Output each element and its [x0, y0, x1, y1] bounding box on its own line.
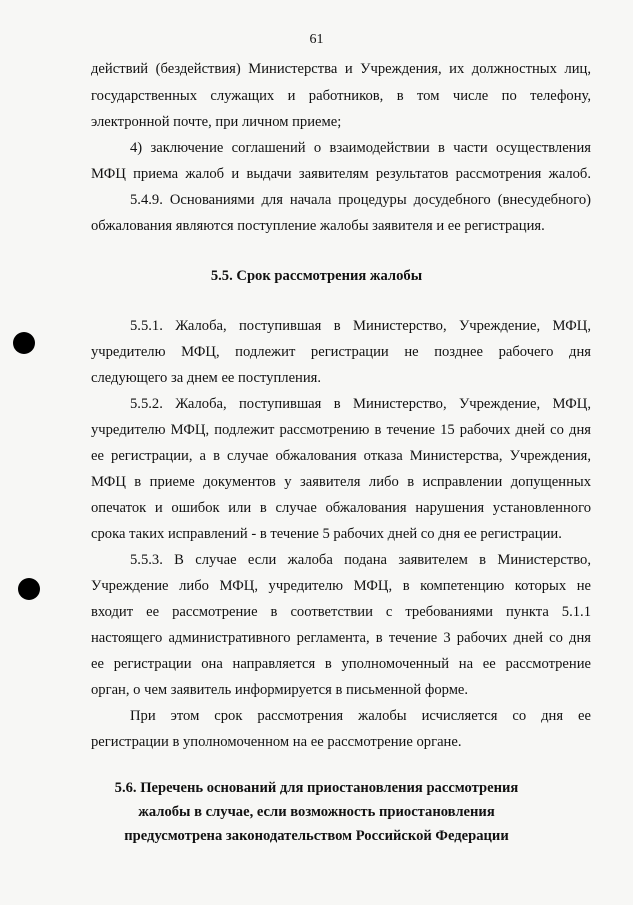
- section-heading: 5.6. Перечень оснований для приостановления рассмотрения: [114, 780, 519, 796]
- text-line: регистрации в уполномоченном на ее рассмотрение органе.: [91, 734, 462, 750]
- punch-hole-mark: [18, 578, 40, 600]
- text-line: срока таких исправлений - в течение 5 рабочих дней со дня ее регистрации.: [91, 526, 562, 542]
- section-heading: жалобы в случае, если возможность приостановления: [138, 804, 495, 820]
- section-heading: предусмотрена законодательством Российской Федерации: [124, 828, 509, 844]
- text-line: При этом срок рассмотрения жалобы исчисляется со дня ее: [130, 708, 591, 724]
- text-line: опечаток и ошибок или в случае обжалования нарушения установленного: [91, 500, 591, 516]
- text-line: 5.4.9. Основаниями для начала процедуры досудебного (внесудебного): [130, 192, 591, 208]
- punch-hole-mark: [13, 332, 35, 354]
- text-line: ее регистрации, а в случае обжалования отказа Министерства, Учреждения,: [91, 448, 591, 464]
- text-line: учредителю МФЦ, подлежит рассмотрению в течение 15 рабочих дней со дня: [91, 422, 591, 438]
- text-line: государственных служащих и работников, в том числе по телефону,: [91, 88, 591, 104]
- text-line: МФЦ приема жалоб и выдачи заявителям результатов рассмотрения жалоб.: [91, 166, 591, 182]
- text-line: электронной почте, при личном приеме;: [91, 114, 342, 130]
- text-line: обжалования являются поступление жалобы заявителя и ее регистрация.: [91, 218, 545, 234]
- text-line: учредителю МФЦ, подлежит регистрации не позднее рабочего дня: [91, 344, 591, 360]
- text-line: 5.5.3. В случае если жалоба подана заявителем в Министерство,: [130, 552, 591, 568]
- text-line: следующего за днем ее поступления.: [91, 370, 322, 386]
- text-line: 5.5.2. Жалоба, поступившая в Министерство, Учреждение, МФЦ,: [130, 396, 591, 412]
- page-number: 61: [309, 32, 324, 47]
- text-line: действий (бездействия) Министерства и Учреждения, их должностных лиц,: [91, 61, 591, 77]
- text-line: 5.5.1. Жалоба, поступившая в Министерство, Учреждение, МФЦ,: [130, 318, 591, 334]
- text-line: 4) заключение соглашений о взаимодействии в части осуществления: [130, 140, 591, 156]
- text-line: орган, о чем заявитель информируется в письменной форме.: [91, 682, 469, 698]
- text-line: настоящего административного регламента, в течение 3 рабочих дней со дня: [91, 630, 591, 646]
- text-line: входит ее рассмотрение в соответствии с требованиями пункта 5.1.1: [91, 604, 591, 620]
- section-heading: 5.5. Срок рассмотрения жалобы: [210, 268, 423, 284]
- text-line: ее регистрации она направляется в уполномоченный на ее рассмотрение: [91, 656, 591, 672]
- text-line: МФЦ в приеме документов у заявителя либо в исправлении допущенных: [91, 474, 591, 490]
- text-line: Учреждение либо МФЦ, учредителю МФЦ, в компетенцию которых не: [91, 578, 591, 594]
